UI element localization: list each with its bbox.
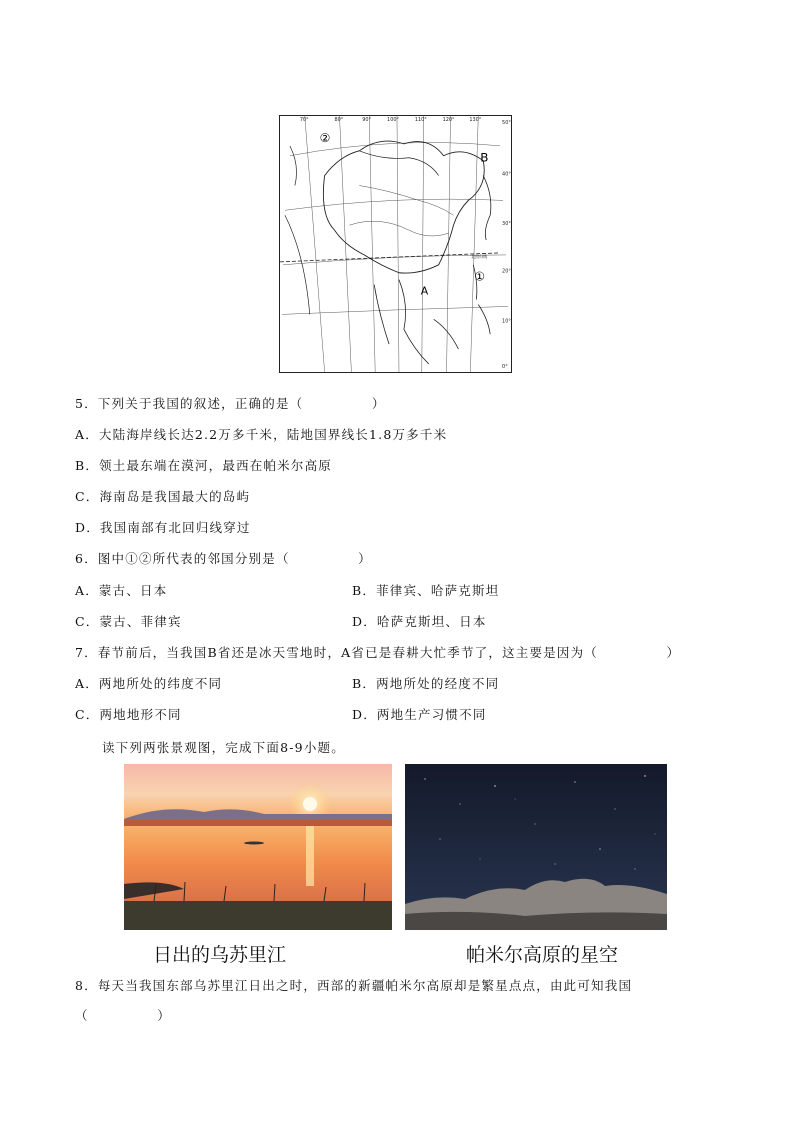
q7-option-d: D．两地生产习惯不同 [352,707,487,722]
reading-intro: 读下列两张景观图，完成下面8-9小题。 [102,740,345,755]
q5-option-c: C．海南岛是我国最大的岛屿 [75,489,251,504]
question-6: 6．图中①②所代表的邻国分别是（ ） [75,551,372,566]
lon-label: 90° [362,117,372,124]
map-svg [280,116,511,372]
q5-option-d: D．我国南部有北回归线穿过 [75,520,251,535]
map-marker-b: B [480,150,489,165]
question-5: 5．下列关于我国的叙述，正确的是（ ） [75,396,386,411]
q7-option-a: A．两地所处的纬度不同 [75,676,223,691]
starry-sky-caption: 帕米尔高原的星空 [466,944,619,966]
sunrise-photo [124,764,392,930]
map-marker-2: ② [319,130,331,145]
lat-label: 30° [502,221,511,228]
q6-option-a: A．蒙古、日本 [75,583,168,598]
question-7: 7．春节前后，当我国B省还是冰天雪地时，A省已是春耕大忙季节了，这主要是因为（ ） [75,645,681,660]
question-8: 8．每天当我国东部乌苏里江日出之时，西部的新疆帕米尔高原却是繁星点点，由此可知我国 [75,978,633,993]
lon-label: 130° [469,117,482,124]
q6-option-d: D．哈萨克斯坦、日本 [352,614,487,629]
q5-option-b: B．领土最东端在漠河，最西在帕米尔高原 [75,458,332,473]
lat-label: 10° [502,318,511,325]
starry-sky-photo [405,764,667,930]
lon-label: 100° [387,117,399,124]
lon-label: 110° [414,117,427,124]
asia-map [279,115,512,373]
question-8-bracket: （ ） [75,1008,171,1023]
q7-option-b: B．两地所处的经度不同 [352,676,500,691]
sunrise-caption: 日出的乌苏里江 [153,944,287,966]
lon-label: 120° [442,117,455,124]
map-marker-1: ① [474,269,485,284]
q6-option-c: C．蒙古、菲律宾 [75,614,182,629]
tropic-label: 北回归线 [471,253,488,259]
q6-option-b: B．菲律宾、哈萨克斯坦 [352,583,500,598]
map-marker-a: A [420,284,429,298]
lat-label: 0° [502,363,508,370]
q5-option-a: A．大陆海岸线长达2.2万多千米，陆地国界线长1.8万多千米 [75,427,448,442]
lat-label: 40° [502,171,511,178]
q7-option-c: C．两地地形不同 [75,707,182,722]
lat-label: 20° [502,268,511,275]
lon-label: 80° [334,117,344,124]
lat-label: 50° [502,120,511,127]
lon-label: 70° [299,117,309,124]
